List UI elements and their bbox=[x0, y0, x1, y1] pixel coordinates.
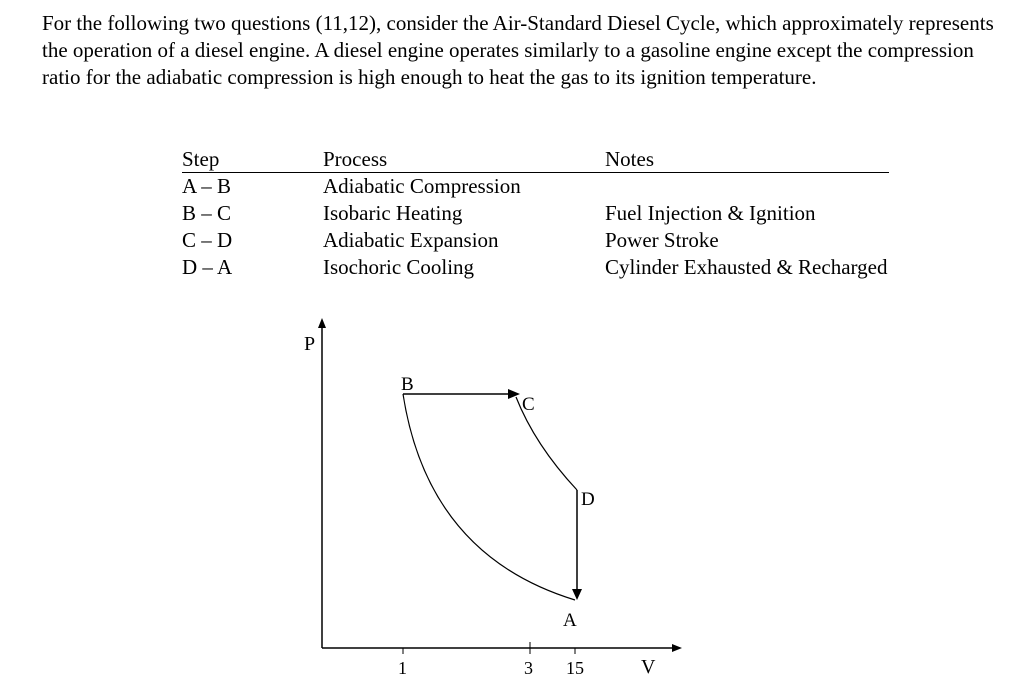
point-d-label: D bbox=[581, 489, 595, 510]
row-notes: Cylinder Exhausted & Recharged bbox=[605, 255, 888, 279]
header-process: Process bbox=[323, 147, 388, 171]
tick-label: 3 bbox=[524, 658, 533, 676]
v-axis-arrow-icon bbox=[672, 644, 682, 652]
p-axis-arrow-icon bbox=[318, 318, 326, 328]
path-a-b bbox=[403, 394, 575, 600]
row-step: C – D bbox=[182, 228, 233, 252]
row-step: D – A bbox=[182, 255, 233, 279]
row-process: Adiabatic Expansion bbox=[323, 228, 499, 252]
row-step: A – B bbox=[182, 174, 232, 198]
tick-label: 1 bbox=[398, 658, 407, 676]
row-notes: Fuel Injection & Ignition bbox=[605, 201, 816, 225]
arrow-d-a-icon bbox=[572, 589, 582, 600]
row-process: Isochoric Cooling bbox=[323, 255, 475, 279]
arrow-b-c-icon bbox=[508, 389, 520, 399]
row-notes: Power Stroke bbox=[605, 228, 719, 252]
point-b-label: B bbox=[401, 374, 414, 395]
header-notes: Notes bbox=[605, 147, 654, 171]
row-process: Isobaric Heating bbox=[323, 201, 463, 225]
point-a-label: A bbox=[563, 610, 577, 631]
v-axis-label: V bbox=[641, 656, 656, 676]
point-c-label: C bbox=[522, 394, 535, 415]
row-process: Adiabatic Compression bbox=[323, 174, 521, 198]
header-step: Step bbox=[182, 147, 220, 171]
tick-label: 15 bbox=[566, 658, 584, 676]
row-step: B – C bbox=[182, 201, 232, 225]
p-axis-label: P bbox=[304, 333, 316, 355]
intro-paragraph: For the following two questions (11,12), consider the Air-Standard Diesel Cycle, which approximately represents the operation of a diesel engine. A diesel engine operates similarly to a gasoline engine except the compression ratio for the adiabatic compression is high enough to heat the gas to its ignition temperature. bbox=[42, 11, 994, 89]
